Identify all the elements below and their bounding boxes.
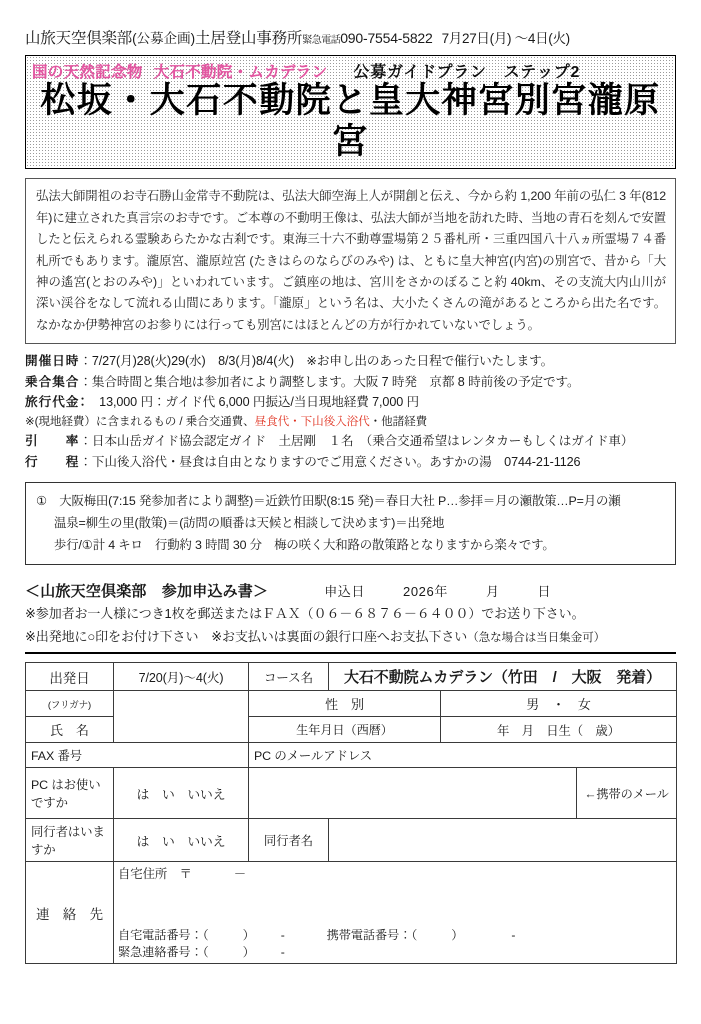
info-included-prefix: ※(現地経費）に含まれるもの / 乗合交通費、	[25, 414, 255, 428]
info-guide-value: ：日本山岳ガイド協会認定ガイド 土居剛 １名 （乗合交通希望はレンタカーもしくはガイド車）	[79, 434, 634, 449]
table-row-furigana-gender	[26, 691, 677, 717]
table-row-pc-use	[26, 768, 677, 819]
banner-pink-right: 大石不動院・ムカデラン	[153, 64, 328, 81]
departure-date-label: 出発日	[26, 663, 114, 691]
info-meeting-label: 乗合集合	[25, 374, 80, 389]
fax-number-label[interactable]: FAX 番号	[26, 743, 249, 768]
gender-value[interactable]: 男 ・ 女	[441, 691, 677, 717]
header-date-range: 7月27日(月) ～4日(火)	[441, 31, 570, 46]
application-header	[25, 580, 676, 654]
pc-mail-label: PC のメールアドレス	[249, 743, 677, 768]
home-tel-close: ）	[242, 928, 255, 943]
description-box: 弘法大師開祖のお寺石勝山金常寺不動院は、弘法大師空海上人が開創と伝え、今から約 1,200 年前の弘仁 3 年(812 年)に建立された真言宗のお寺です。ご本尊の不動明王像は、弘法大師が当地を訪れた時、当地の青石を刻んで安置したと伝えられる霊験あらたかな古刹です。東海三十六不動尊霊場第２５番札所・三重四国八十八ヵ所霊場７４番札所でもあります。瀧原宮、瀧原竝宮 (たきはらのならびのみや) は、ともに皇大神宮(内宮)の別宮で、昔から「大神の遙宮(とおのみや)」といわれています。ご鎮座の地は、宮川をさかのぼること約 40km、その支流大内山川が深い渓谷をなして流れる山間にあります。「瀧原」という名は、大小たくさんの滝があるところから出た名です。なかなか伊勢神宮のお参りには行っても別宮にはほとんどの方が行かれていないでしょう。	[25, 178, 676, 344]
application-title-row	[25, 580, 676, 601]
info-route-value: ：下山後入浴代・昼食は自由となりますのでご用意ください。あすかの湯 0744-21-1126	[79, 454, 581, 469]
emergency-tel-close: ）	[242, 945, 255, 960]
info-row-meeting	[25, 372, 676, 392]
info-guide-label: 引 率	[25, 434, 80, 449]
info-row-guide	[25, 431, 676, 451]
banner-plan-step: 公募ガイドプラン ステップ2	[353, 64, 581, 81]
trip-info-block	[25, 351, 676, 472]
info-row-included	[25, 413, 676, 432]
application-form-table	[25, 662, 677, 964]
contact-details-cell	[114, 862, 677, 964]
application-note-2	[25, 626, 676, 648]
apply-date-year: 2026年	[403, 584, 448, 600]
emergency-tel-dash: -	[280, 945, 285, 960]
office-name: 土居登山事務所	[195, 30, 303, 47]
departure-date-value[interactable]: 7/20(月)～4(火)	[114, 663, 249, 691]
itinerary-line-1: ① 大阪梅田(7:15 発参加者により調整)＝近鉄竹田駅(8:15 発)＝春日大社 P…参拝＝月の瀬散策…P=月の瀬	[36, 494, 621, 509]
info-row-route	[25, 452, 676, 472]
name-input-cell[interactable]	[114, 691, 249, 743]
home-address-row[interactable]	[114, 862, 676, 926]
info-row-date	[25, 351, 676, 371]
furigana-label: (フリガナ)	[26, 691, 114, 717]
info-date-label: 開催日時	[25, 354, 80, 369]
info-route-label: 行 程	[25, 454, 80, 469]
application-note-2b: （急な場合は当日集金可）	[467, 631, 606, 645]
gender-label: 性 別	[249, 691, 441, 717]
home-tel-dash: -	[280, 928, 285, 943]
application-date-row	[324, 581, 551, 600]
apply-date-day: 日	[537, 584, 552, 600]
course-name-label: コース名	[249, 663, 329, 691]
apply-date-month: 月	[485, 584, 500, 600]
home-tel-label: 自宅電話番号：（	[118, 928, 209, 943]
table-row-companion	[26, 819, 677, 862]
application-note-2a: ※出発地に○印をお付け下さい ※お支払いは裏面の銀行口座へお支払下さい	[25, 629, 468, 645]
mobile-tel-close: ）	[451, 928, 464, 943]
title-banner	[25, 55, 676, 169]
table-row-contact	[26, 862, 677, 964]
organization-subtitle: (公募企画)	[132, 31, 196, 46]
emergency-phone-number: 090-7554-5822	[340, 30, 433, 46]
itinerary-line-3: 歩行/①計 4 キロ 行動約 3 時間 30 分 梅の咲く大和路の散策路となりますから楽々です。	[54, 538, 555, 553]
pc-use-label: PC はお使いですか	[26, 768, 114, 819]
companion-value[interactable]: は い いいえ	[114, 819, 249, 862]
info-included-suffix: ・他諸経費	[369, 414, 428, 428]
pc-mail-input[interactable]	[249, 768, 577, 819]
banner-subtitle-row	[26, 59, 675, 80]
apply-date-label: 申込日	[324, 584, 366, 600]
contact-label: 連 絡 先	[26, 862, 114, 964]
banner-main-title: 松坂・大石不動院と皇大神宮別宮瀧原宮	[40, 81, 661, 161]
table-row-fax	[26, 743, 677, 768]
info-fee-label: 旅行代金：	[25, 395, 87, 410]
companion-label: 同行者はいますか	[26, 819, 114, 862]
companion-name-label: 同行者名	[249, 819, 329, 862]
dob-value[interactable]: 年 月 日生（ 歳）	[441, 717, 677, 743]
itinerary-line-2: 温泉=柳生の里(散策)＝(訪問の順番は天候と相談して決めます)＝出発地	[54, 516, 445, 531]
dob-label: 生年月日（西暦）	[249, 717, 441, 743]
info-included-highlight: 昼食代・下山後入浴代	[254, 414, 370, 428]
itinerary-box	[25, 482, 676, 565]
banner-pink-left: 国の天然記念物	[32, 64, 143, 81]
home-address-label: 自宅住所 〒	[118, 867, 192, 882]
document-header	[25, 0, 676, 50]
info-date-value: ：7/27(月)28(火)29(水) 8/3(月)8/4(火) ※お申し出のあった日程で催行いたします。	[79, 354, 554, 369]
mobile-tel-label: 携帯電話番号：（	[326, 928, 418, 943]
name-label: 氏 名	[26, 717, 114, 743]
info-fee-value: 13,000 円：ガイド代 6,000 円振込/当日現地経費 7,000 円	[86, 395, 420, 410]
course-name-value[interactable]: 大石不動院ムカデラン（竹田 / 大阪 発着）	[329, 663, 677, 691]
emergency-phone-label: 緊急電話	[302, 35, 341, 46]
emergency-tel-label: 緊急連絡番号：（	[118, 945, 209, 960]
emergency-tel-row[interactable]	[114, 943, 676, 963]
application-title: ＜山旅天空倶楽部 参加申込み書＞	[25, 583, 269, 601]
companion-name-input[interactable]	[329, 819, 677, 862]
home-tel-row[interactable]	[114, 926, 676, 943]
pc-use-value[interactable]: は い いいえ	[114, 768, 249, 819]
application-note-1: ※参加者お一人様につき1枚を郵送またはＦＡＸ（０６－６８７６－６４００）でお送り下さい。	[25, 606, 585, 622]
mobile-mail-note: ←携帯のメール	[577, 768, 677, 819]
organization-name: 山旅天空倶楽部	[25, 30, 133, 47]
table-row-departure	[26, 663, 677, 691]
info-meeting-value: ：集合時間と集合地は参加者により調整します。大阪 7 時発 京都 8 時前後の予定です。	[79, 374, 580, 389]
section-divider	[25, 652, 676, 654]
info-row-fee	[25, 392, 676, 412]
home-address-dash: －	[233, 867, 247, 882]
mobile-tel-dash: -	[511, 928, 516, 943]
